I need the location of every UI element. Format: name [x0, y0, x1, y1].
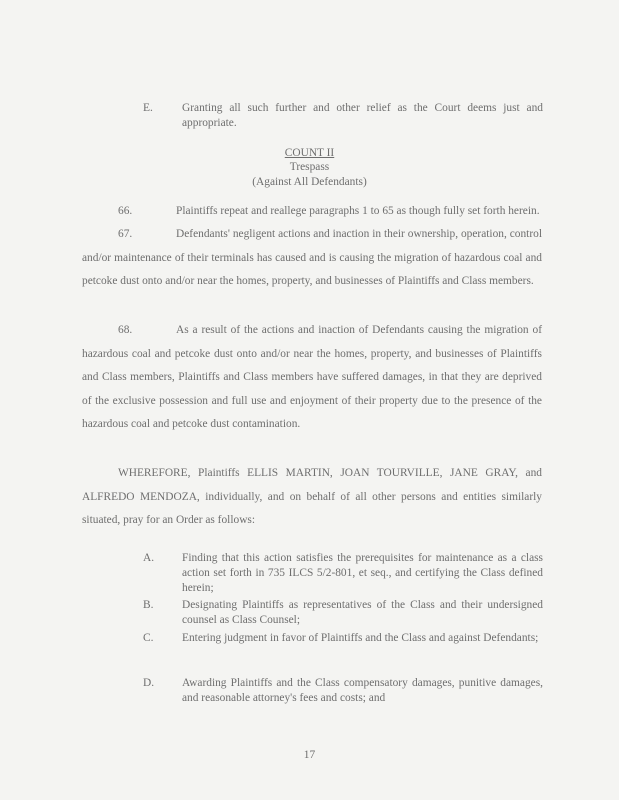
paragraph-66	[82, 200, 542, 224]
relief-item-text: Entering judgment in favor of Plaintiffs and the Class and against Defendants;	[182, 632, 539, 644]
relief-item-e	[143, 101, 543, 131]
relief-item-text: Granting all such further and other relief as the Court deems just and appropriate.	[182, 102, 543, 129]
relief-item-label: B.	[143, 599, 154, 611]
relief-item-c	[143, 631, 543, 646]
relief-item-b	[143, 598, 543, 628]
paragraph-text: Plaintiffs repeat and reallege paragraphs 1 to 65 as though fully set forth herein.	[176, 205, 540, 217]
relief-item-text: Awarding Plaintiffs and the Class compensatory damages, punitive damages, and reasonable attorney's fees and costs; and	[182, 677, 543, 704]
paragraph-number: 67.	[118, 228, 133, 240]
relief-item-label: E.	[143, 102, 153, 114]
paragraph-68	[82, 319, 542, 437]
paragraph-text: As a result of the actions and inaction of Defendants causing the migration of hazardous coal and petcoke dust onto and/or near the homes, property, and businesses of Plaintiffs and Class members, Plaintiffs and Class members have suffered damages, in that they are deprived of the exclusive possession and full use and enjoyment of their property due to the presence of the hazardous coal and petcoke dust contamination.	[82, 324, 542, 431]
wherefore-paragraph: WHEREFORE, Plaintiffs ELLIS MARTIN, JOAN TOURVILLE, JANE GRAY, and ALFREDO MENDOZA, individually, and on behalf of all other persons and entities similarly situated, pray for an Order as follows:	[82, 467, 542, 527]
relief-item-text: Designating Plaintiffs as representatives of the Class and their undersigned counsel as Class Counsel;	[182, 599, 543, 626]
paragraph-67	[82, 223, 542, 294]
count-subtitle: Trespass	[289, 161, 330, 173]
page-number: 17	[303, 749, 316, 761]
relief-item-a	[143, 551, 543, 596]
count-title: COUNT II	[284, 147, 335, 159]
relief-item-label: C.	[143, 632, 154, 644]
relief-item-label: A.	[143, 552, 155, 564]
relief-item-text: Finding that this action satisfies the prerequisites for maintenance as a class action set forth in 735 ILCS 5/2-801, et seq., and certifying the Class defined herein;	[182, 552, 543, 594]
paragraph-text: Defendants' negligent actions and inaction in their ownership, operation, control and/or maintenance of their terminals has caused and is causing the migration of hazardous coal and petcoke dust onto and/or near the homes, property, and businesses of Plaintiffs and Class members.	[82, 228, 542, 288]
paragraph-number: 68.	[118, 324, 133, 336]
paragraph-number: 66.	[118, 205, 133, 217]
relief-item-label: D.	[143, 677, 155, 689]
relief-item-d	[143, 676, 543, 706]
count-against: (Against All Defendants)	[252, 176, 367, 188]
